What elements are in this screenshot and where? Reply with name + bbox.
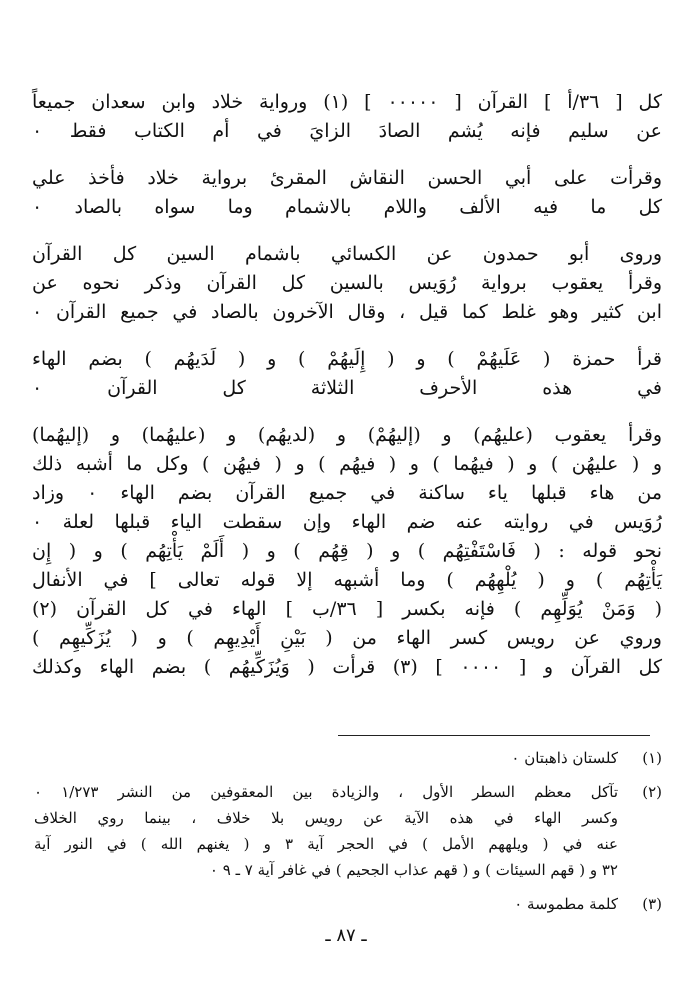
footnote-number: (٣) — [642, 895, 662, 913]
text-line: في هذه الأحرف الثلاثة كل القرآن ٠ — [32, 377, 662, 399]
footnotes — [34, 745, 662, 925]
text-line: ( وَمَنْ يُوَلِّهِم ) فإنه بكسر [ ٣٦/ب ] الهاء في كل القرآن (٢) — [32, 598, 663, 620]
footnote-line: وكسر الهاء في هذه الآية عن رويس بلا خلاف ، بينما روي الخلاف — [34, 809, 618, 827]
footnote-body — [34, 891, 618, 917]
footnote-number: (٢) — [642, 783, 662, 801]
footnote-body — [34, 779, 618, 883]
footnote-line: كلمة مطموسة ٠ — [514, 895, 618, 913]
text-line: ابن كثير وهو غلط كما قيل ، وقال الآخرون بالصاد في جميع القرآن ٠ — [32, 301, 662, 323]
footnote-3 — [34, 891, 662, 917]
text-line: نحو قوله : ( فَاسْتَفْتِهُم ) و ( قِهُم ) و ( أَلَمْ يَأْتِهُم ) و ( إِن — [32, 540, 662, 562]
text-line: وقرأت على أبي الحسن النقاش المقرئ برواية خلاد فأخذ علي — [32, 167, 662, 189]
text-line: كل ما فيه الألف واللام بالاشمام وما سواه بالصاد ٠ — [32, 196, 662, 218]
text-line: رُوَيس في روايته عنه ضم الهاء وإن سقطت الياء قبلها لعلة ٠ — [32, 511, 662, 533]
text-line: عن سليم فإنه يُشم الصادَ الزايَ في أم الكتاب فقط ٠ — [32, 120, 662, 142]
text-line: وقرأ يعقوب برواية رُوَيس بالسين كل القرآن وذكر نحوه عن — [32, 272, 662, 294]
page-number: ـ ٨٧ ـ — [325, 925, 367, 946]
text-line: وروى أبو حمدون عن الكسائي باشمام السين كل القرآن — [32, 243, 662, 265]
footnote-1 — [34, 745, 662, 771]
text-line: وقرأ يعقوب (عليهُم) و (إليهُمْ) و (لديهُم) و (عليهُما) و (إليهُما) — [32, 424, 662, 446]
paragraph-4 — [32, 345, 662, 403]
footnote-2 — [34, 779, 662, 883]
text-line: كل [ ٣٦/أ ] القرآن [ ٠٠٠٠٠ ] (١) ورواية خلاد وابن سعدان جميعاً — [32, 91, 662, 113]
text-line: يَأْتِهُم ) و ( يُلْهِهُم ) وما أشبهه إلا قوله تعالى ] في الأنفال — [32, 569, 662, 591]
text-line: و ( عليهُن ) و ( فيهُما ) و ( فيهُم ) و ( فيهُن ) وكل ما أشبه ذلك — [32, 453, 662, 475]
text-line: من هاء قبلها ياء ساكنة في جميع القرآن بضم الهاء ٠ وزاد — [32, 482, 662, 504]
text-line: كل القرآن و [ ٠٠٠٠ ] (٣) قرأت ( وَيُزَكِّيهُم ) بضم الهاء وكذلك — [32, 656, 663, 678]
footnote-line: كلستان ذاهبتان ٠ — [511, 749, 618, 767]
paragraph-3 — [32, 240, 662, 327]
main-text — [32, 88, 662, 700]
footnote-number: (١) — [642, 749, 662, 767]
paragraph-1 — [32, 88, 662, 146]
text-line: قرأ حمزة ( عَلَيهُمْ ) و ( إِلَيهُمْ ) و ( لَدَيهُم ) بضم الهاء — [32, 348, 662, 370]
paragraph-2 — [32, 164, 662, 222]
paragraph-5 — [32, 421, 662, 682]
footnote-line: عنه في ( ويلههم الأمل ) في الحجر آية ٣ و ( يغنهم الله ) في النور آية — [34, 835, 618, 853]
footnote-line: تآكل معظم السطر الأول ، والزيادة بين المعقوفين من النشر ١/٢٧٣ ٠ — [34, 783, 618, 801]
footnote-body — [34, 745, 618, 771]
footnote-line: ٣٢ و ( قهم السيئات ) و ( قهم عذاب الجحيم ) في غافر آية ٧ ـ ٩ ٠ — [209, 861, 618, 879]
text-line: وروي عن رويس كسر الهاء من ( بَيْنِ أَيْدِيهِم ) و ( يُزَكِّيهِم ) — [32, 627, 662, 649]
footnote-divider — [338, 735, 650, 736]
